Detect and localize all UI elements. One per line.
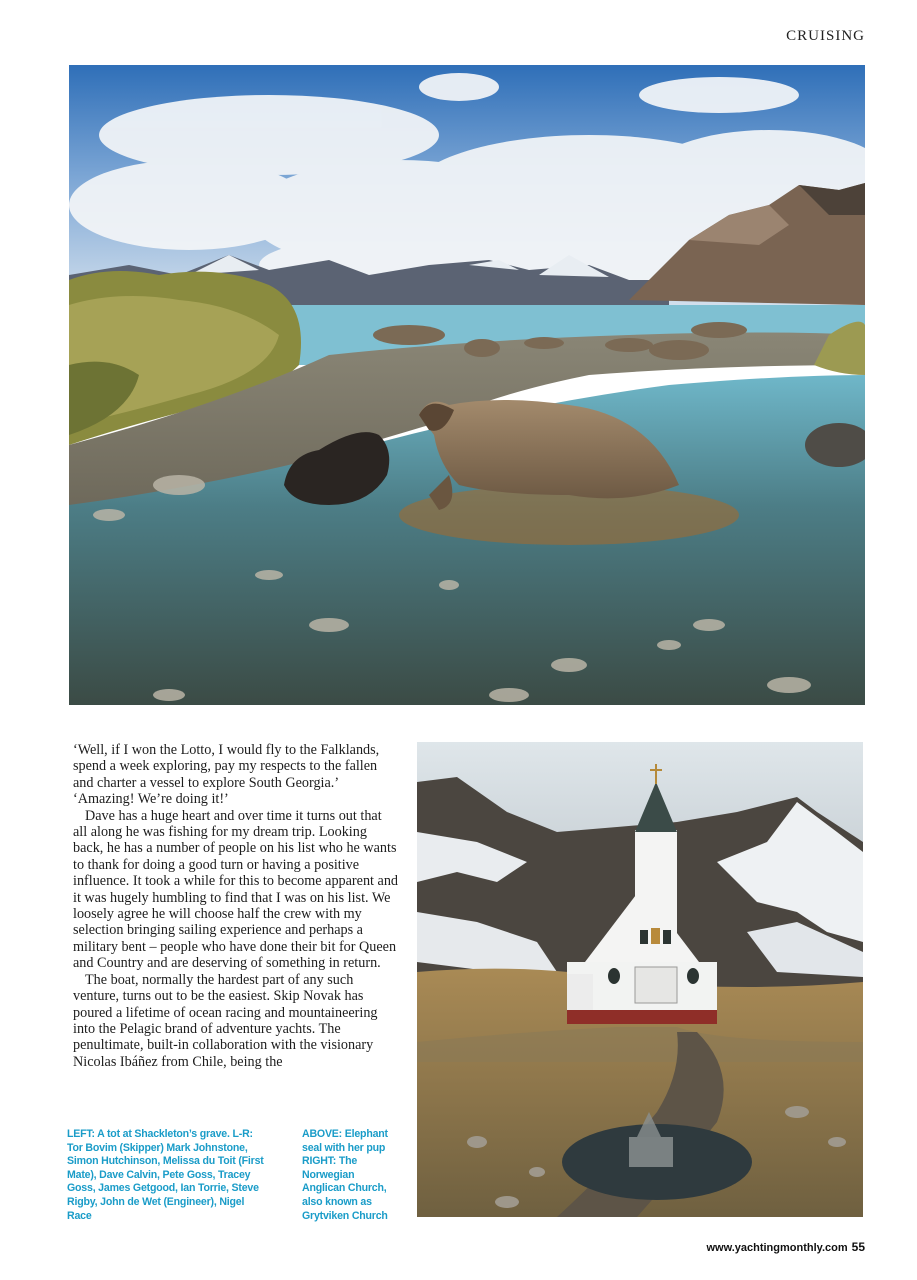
church-photo-illustration xyxy=(417,742,863,1217)
caption-left-text: LEFT: A tot at Shackleton’s grave. L-R: Tor Bovim (Skipper) Mark Johnstone, Simon Hutchinson, Melissa du Toit (First Mate), Dave Calvin, Pete Goss, Tracey Goss, James Getgood, Ian Torrie, Steve Rigby, John de Wet (Engineer), Nigel Race xyxy=(67,1128,264,1222)
seal-photo-illustration xyxy=(69,65,865,705)
caption-right xyxy=(302,1128,398,1223)
church-photo xyxy=(417,742,863,1217)
article-paragraph: ‘Well, if I won the Lotto, I would fly to the Falklands, spend a week exploring, pay my respects to the fallen and charter a vessel to explore South Georgia.’ xyxy=(73,742,380,791)
article-paragraph: Dave has a huge heart and over time it turns out that all along he was fishing for my dream trip. Looking back, he has a number of people on his list who he wants to thank for doing a good turn or having a positive influence. It took a while for this to become apparent and it was hugely humbling to find that I was on his list. We loosely agree he will choose half the crew with my selection bringing sailing experience and perhaps a military bent – people who have done their bit for Queen and Country and are deserving of something in return. xyxy=(73,807,399,972)
page-number: 55 xyxy=(851,1240,865,1254)
page-footer xyxy=(706,1240,865,1254)
caption-above-text: ABOVE: Elephant seal with her pup xyxy=(302,1128,388,1154)
section-label: CRUISING xyxy=(786,28,865,44)
article-paragraph: ‘Amazing! We’re doing it!’ xyxy=(73,791,229,808)
article-paragraph: The boat, normally the hardest part of any such venture, turns out to be the easiest. Skip Novak has poured a lifetime of ocean racing and mountaineering into the Pelagic brand of adventure yachts. The penultimate, built-in collaboration with the visionary Nicolas Ibáñez from Chile, being the xyxy=(73,971,378,1070)
caption-right-text: RIGHT: The Norwegian Anglican Church, also known as Grytviken Church xyxy=(302,1155,388,1222)
caption-left xyxy=(67,1128,267,1223)
hero-photo xyxy=(69,65,865,705)
footer-url: www.yachtingmonthly.com xyxy=(706,1242,848,1254)
article-body xyxy=(73,742,399,1070)
